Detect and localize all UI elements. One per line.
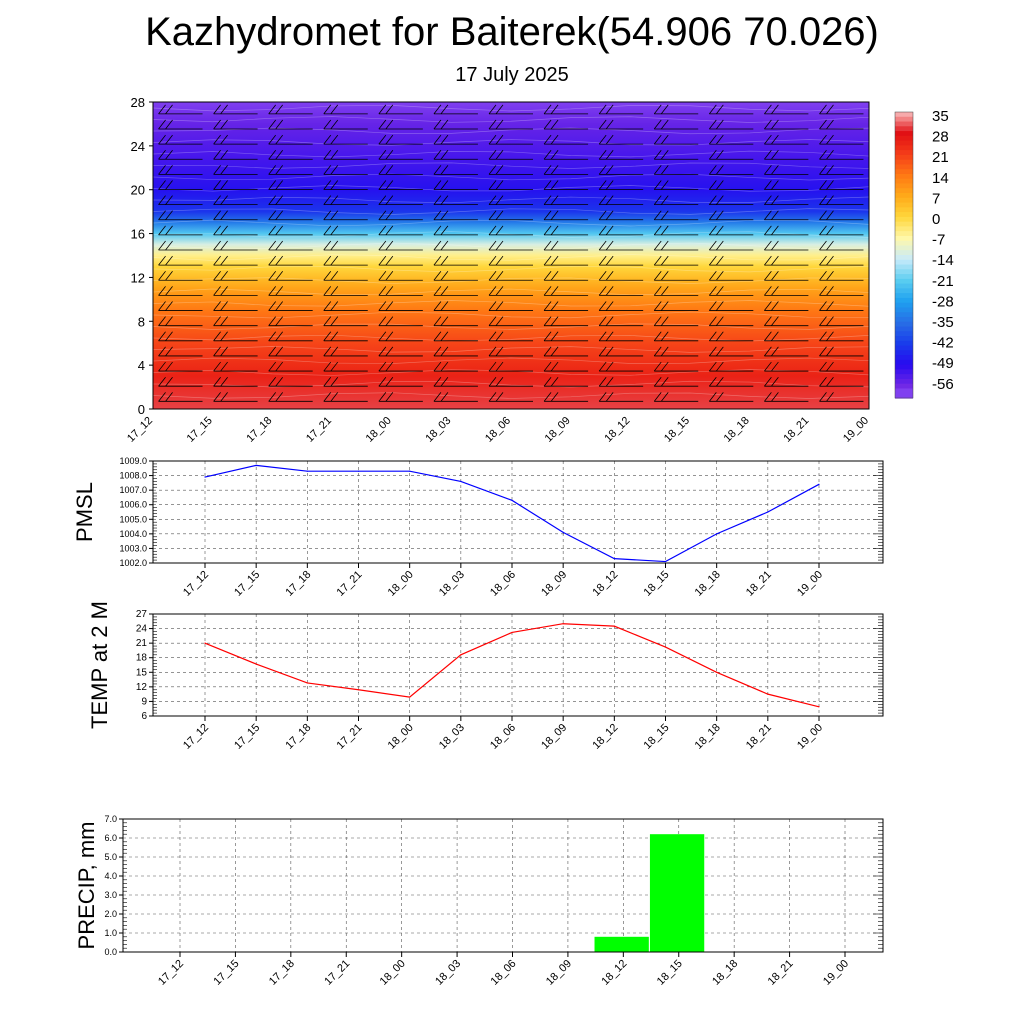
x-tick-label: 18_21 [765, 957, 796, 988]
x-tick-label: 17_15 [211, 957, 242, 988]
x-tick-label: 19_00 [841, 414, 872, 445]
colorbar-segment [895, 284, 913, 289]
colorbar-label: -28 [932, 293, 954, 311]
x-tick-label: 18_15 [641, 568, 672, 599]
y-tick-label: 1003.0 [119, 543, 147, 554]
y-axis-label: PRECIP, mm [74, 821, 99, 950]
chart-title: Kazhydromet for Baiterek(54.906 70.026) [145, 10, 879, 54]
pmsl-point [614, 558, 615, 559]
y-tick-label: 1004.0 [119, 528, 147, 539]
colorbar-segment [895, 188, 913, 193]
colorbar-segment [895, 384, 913, 389]
panel-frame [153, 461, 883, 563]
colorbar-segment [895, 379, 913, 384]
pmsl-point [767, 511, 768, 512]
colorbar-segment [895, 231, 913, 236]
x-tick-label: 19_00 [795, 568, 826, 599]
colorbar-segment [895, 269, 913, 274]
x-tick-label: 17_21 [334, 721, 365, 752]
x-tick-label: 17_12 [181, 568, 212, 599]
x-tick-label: 18_12 [590, 721, 621, 752]
y-tick-label: 12 [135, 681, 147, 693]
y-tick-label: 1006.0 [119, 499, 147, 510]
colorbar-segment [895, 317, 913, 322]
x-tick-label: 17_15 [184, 414, 215, 445]
colorbar-segment [895, 131, 913, 136]
colorbar-segment [895, 293, 913, 298]
colorbar-segment [895, 226, 913, 231]
x-tick-label: 18_21 [781, 414, 812, 445]
colorbar-segment [895, 388, 913, 393]
x-tick-label: 17_21 [322, 957, 353, 988]
pmsl-point [716, 533, 717, 534]
x-tick-label: 18_21 [743, 721, 774, 752]
pmsl-point [358, 471, 359, 472]
y-tick-label: 1007.0 [119, 485, 147, 496]
colorbar-segment [895, 160, 913, 165]
pmsl-point [307, 471, 308, 472]
x-tick-label: 17_12 [125, 414, 156, 445]
pmsl-point [511, 500, 512, 501]
colorbar-segment [895, 288, 913, 293]
temp-point [665, 646, 666, 647]
colorbar-segment [895, 360, 913, 365]
y-tick-label: 12 [130, 270, 145, 286]
temp-point [767, 694, 768, 695]
colorbar-label: 7 [932, 190, 941, 208]
y-tick-label: 6.0 [104, 833, 117, 843]
y-tick-label: 28 [130, 95, 145, 110]
x-tick-label: 19_00 [821, 957, 852, 988]
colorbar-label: 21 [932, 149, 949, 167]
y-tick-label: 24 [135, 623, 147, 635]
x-tick-label: 18_03 [423, 414, 454, 445]
x-tick-label: 18_18 [692, 568, 723, 599]
temp-point [614, 626, 615, 627]
y-tick-label: 4.0 [104, 871, 117, 881]
x-tick-label: 18_00 [385, 568, 416, 599]
colorbar-label: -56 [932, 375, 954, 393]
colorbar-segment [895, 255, 913, 260]
y-tick-label: 1009.0 [119, 456, 147, 466]
y-tick-label: 6 [141, 711, 147, 722]
colorbar-label: -14 [932, 252, 954, 270]
colorbar-segment [895, 136, 913, 141]
colorbar-segment [895, 331, 913, 336]
x-tick-label: 17_21 [334, 568, 365, 599]
x-tick-label: 18_09 [539, 721, 570, 752]
temp-point [307, 682, 308, 683]
x-tick-label: 18_15 [662, 414, 693, 445]
y-tick-label: 8 [137, 314, 145, 330]
colorbar-segment [895, 184, 913, 189]
x-tick-label: 18_06 [488, 568, 519, 599]
colorbar-segment [895, 374, 913, 379]
x-tick-label: 18_03 [433, 957, 464, 988]
y-tick-label: 1002.0 [119, 558, 147, 568]
y-axis-label: TEMP at 2 M [87, 601, 112, 729]
x-tick-label: 17_18 [283, 568, 314, 599]
pmsl-point [204, 476, 205, 477]
x-tick-label: 18_12 [599, 957, 630, 988]
colorbar-segment [895, 298, 913, 303]
panel-frame [153, 614, 883, 716]
y-tick-label: 1008.0 [119, 470, 147, 481]
y-tick-label: 20 [130, 182, 145, 198]
x-tick-label: 17_18 [244, 414, 275, 445]
y-tick-label: 21 [135, 638, 147, 650]
x-tick-label: 18_12 [590, 568, 621, 599]
x-tick-label: 17_18 [283, 721, 314, 752]
colorbar-segment [895, 346, 913, 351]
colorbar-segment [895, 198, 913, 203]
panel-frame [123, 819, 883, 952]
x-tick-label: 17_18 [266, 957, 297, 988]
pmsl-point [460, 481, 461, 482]
x-tick-label: 17_15 [232, 721, 263, 752]
colorbar-segment [895, 164, 913, 169]
y-tick-label: 24 [130, 138, 145, 154]
colorbar-segment [895, 279, 913, 284]
temp-point [256, 663, 257, 664]
colorbar-segment [895, 250, 913, 255]
pmsl-point [409, 471, 410, 472]
x-tick-label: 18_03 [436, 568, 467, 599]
colorbar-segment [895, 327, 913, 332]
temp-point [358, 689, 359, 690]
colorbar-segment [895, 241, 913, 246]
colorbar-segment [895, 265, 913, 270]
temp-point [818, 706, 819, 707]
y-tick-label: 0.0 [104, 947, 117, 957]
x-tick-label: 17_15 [232, 568, 263, 599]
x-tick-label: 18_09 [543, 957, 575, 988]
x-tick-label: 18_06 [483, 414, 514, 445]
colorbar-segment [895, 307, 913, 312]
colorbar-label: -7 [932, 231, 946, 249]
colorbar-segment [895, 341, 913, 346]
x-tick-label: 18_06 [488, 957, 519, 988]
x-tick-label: 18_12 [602, 414, 633, 445]
y-tick-label: 1005.0 [119, 514, 147, 525]
x-tick-label: 18_00 [377, 957, 408, 988]
x-tick-label: 18_18 [692, 721, 723, 752]
colorbar-segment [895, 174, 913, 179]
colorbar-segment [895, 155, 913, 160]
colorbar-segment [895, 260, 913, 265]
x-tick-label: 18_06 [488, 721, 519, 752]
y-tick-label: 5.0 [104, 852, 117, 862]
colorbar-segment [895, 365, 913, 370]
x-tick-label: 18_15 [654, 957, 685, 988]
y-tick-label: 0 [137, 402, 145, 417]
colorbar-segment [895, 141, 913, 146]
pmsl-point [256, 465, 257, 466]
x-tick-label: 18_00 [385, 721, 416, 752]
y-tick-label: 18 [135, 652, 147, 664]
temp-point [409, 696, 410, 697]
colorbar-segment [895, 193, 913, 198]
colorbar-segment [895, 322, 913, 327]
colorbar-segment [895, 312, 913, 317]
colorbar-segment [895, 212, 913, 217]
colorbar-segment [895, 274, 913, 279]
y-axis-label: PMSL [72, 482, 97, 542]
temp-point [716, 672, 717, 673]
pmsl-point [563, 532, 564, 533]
x-tick-label: 18_15 [641, 721, 672, 752]
colorbar-segment [895, 203, 913, 208]
x-tick-label: 18_18 [721, 414, 752, 445]
colorbar-segment [895, 303, 913, 308]
colorbar-segment [895, 179, 913, 184]
colorbar-segment [895, 150, 913, 155]
y-tick-label: 9 [141, 696, 147, 708]
x-tick-label: 18_09 [539, 568, 570, 599]
x-tick-label: 18_18 [710, 957, 741, 988]
x-tick-label: 17_21 [304, 414, 335, 445]
x-tick-label: 17_12 [156, 957, 187, 988]
colorbar-segment [895, 245, 913, 250]
y-tick-label: 1.0 [104, 928, 117, 938]
x-tick-label: 18_00 [363, 414, 394, 445]
x-tick-label: 18_21 [743, 568, 774, 599]
colorbar-segment [895, 112, 913, 117]
y-tick-label: 7.0 [104, 814, 117, 824]
x-tick-label: 18_03 [436, 721, 467, 752]
temp-point [511, 632, 512, 633]
colorbar-label: 35 [932, 108, 949, 125]
colorbar-segment [895, 145, 913, 150]
y-tick-label: 15 [135, 667, 147, 679]
x-tick-label: 19_00 [795, 721, 826, 752]
colorbar-label: 28 [932, 128, 949, 146]
y-tick-label: 3.0 [104, 890, 117, 900]
colorbar-segment [895, 369, 913, 374]
colorbar-segment [895, 126, 913, 131]
x-tick-label: 17_12 [181, 721, 212, 752]
colorbar-segment [895, 117, 913, 122]
y-tick-label: 4 [137, 358, 145, 374]
colorbar-segment [895, 122, 913, 127]
pmsl-point [818, 484, 819, 485]
y-tick-label: 2.0 [104, 909, 117, 919]
colorbar-label: 0 [932, 211, 941, 228]
chart-subtitle: 17 July 2025 [455, 64, 569, 86]
x-tick-label: 18_09 [542, 414, 573, 445]
colorbar-segment [895, 169, 913, 174]
precip-bar [595, 937, 649, 952]
colorbar-label: 14 [932, 169, 949, 187]
colorbar-segment [895, 207, 913, 212]
colorbar-segment [895, 222, 913, 227]
colorbar-segment [895, 355, 913, 360]
y-tick-label: 27 [135, 609, 147, 620]
colorbar-label: -21 [932, 272, 954, 290]
colorbar-segment [895, 350, 913, 355]
colorbar-segment [895, 236, 913, 241]
heatmap-field [153, 102, 869, 409]
colorbar-label: -35 [932, 314, 954, 331]
temp-point [563, 623, 564, 624]
precip-bar [650, 834, 704, 952]
temp-point [460, 654, 461, 655]
pmsl-point [665, 561, 666, 562]
temp-point [204, 643, 205, 644]
colorbar-label: -42 [932, 334, 954, 352]
colorbar-segment [895, 217, 913, 222]
colorbar-label: -49 [932, 355, 954, 373]
colorbar-segment [895, 336, 913, 341]
y-tick-label: 16 [130, 226, 145, 242]
